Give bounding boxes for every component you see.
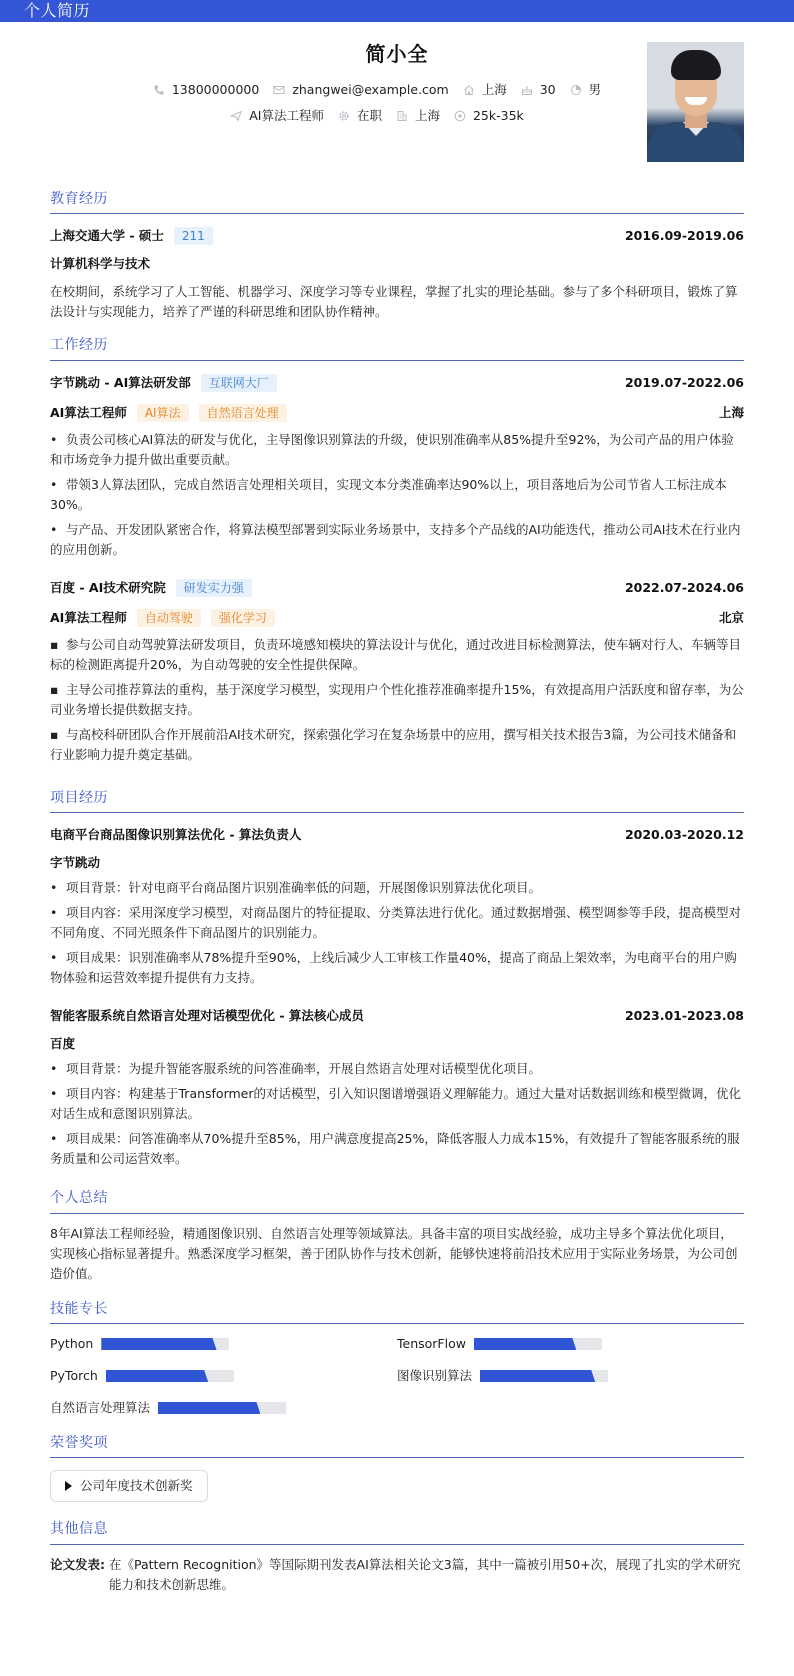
work-location: 北京: [718, 609, 744, 625]
gender-icon: [570, 84, 582, 96]
skills-section: [50, 1298, 744, 1418]
skill-bar-fill: [101, 1338, 216, 1350]
job-intent-row: [50, 106, 744, 126]
send-icon: [230, 110, 242, 122]
work-section: [50, 334, 744, 764]
home-icon: [463, 84, 475, 96]
candidate-name: 简小全: [365, 42, 429, 66]
project-item: [50, 823, 744, 988]
education-title: 教育经历: [50, 188, 744, 214]
skill-bar: [101, 1338, 229, 1350]
work-role-row: [50, 606, 744, 630]
gear-icon: [338, 110, 350, 122]
skills-title: 技能专长: [50, 1298, 744, 1324]
summary-text: 8年AI算法工程师经验，精通图像识别、自然语言处理等领域算法。具备丰富的项目实战经验，成功主导多个算法优化项目，实现核心指标显著提升。熟悉深度学习框架，善于团队协作与技术创新，能够快速将前沿技术应用于实际业务场景，为公司创造价值。: [50, 1225, 738, 1281]
project-name: 电商平台商品图像识别算法优化 - 算法负责人: [50, 827, 302, 843]
coin-icon: [454, 110, 466, 122]
company-name: 百度 - AI技术研究院: [50, 579, 166, 595]
project-bullets: [50, 1059, 744, 1169]
skill-name: TensorFlow: [397, 1335, 466, 1351]
phone-info: [153, 80, 259, 100]
project-name: 智能客服系统自然语言处理对话模型优化 - 算法核心成员: [50, 1008, 364, 1024]
position-info: [230, 106, 324, 126]
project-period: 2023.01-2023.08: [624, 1008, 744, 1024]
project-period: 2020.03-2020.12: [624, 827, 744, 843]
skill-bar-fill: [474, 1338, 576, 1350]
other-title: 其他信息: [50, 1518, 744, 1544]
role-tag: AI算法: [137, 404, 189, 422]
other-section: [50, 1518, 744, 1594]
phone-icon: [153, 84, 165, 96]
skill-bar: [158, 1402, 286, 1414]
role-name: AI算法工程师: [50, 404, 127, 420]
summary-section: [50, 1187, 744, 1283]
work-bullets: [50, 635, 744, 765]
work-bullet: ▪主导公司推荐算法的重构，基于深度学习模型，实现用户个性化推荐准确率提升15%，有效提高用户活跃度和留存率，为公司业务增长提供数据支持。: [50, 680, 744, 720]
work-bullet: •负责公司核心AI算法的研发与优化，主导图像识别算法的升级，使识别准确率从85%提升至92%，为公司产品的用户体验和市场竞争力提升做出重要贡献。: [50, 430, 744, 470]
resume-page: [0, 22, 794, 1615]
skill-name: Python: [50, 1335, 94, 1351]
award-item[interactable]: [50, 1470, 208, 1502]
projects-title: 项目经历: [50, 787, 744, 813]
publication-text: 在《Pattern Recognition》等国际期刊发表AI算法相关论文3篇，其中一篇被引用50+次，展现了扎实的学术研究能力和技术创新思维。: [109, 1556, 741, 1592]
work-company-row: [50, 576, 744, 600]
honors-title: 荣誉奖项: [50, 1432, 744, 1458]
resume-header: [50, 22, 744, 174]
salary-info: [454, 106, 524, 126]
skill-name: 自然语言处理算法: [50, 1399, 151, 1415]
age-info: [521, 80, 556, 100]
work-title: 工作经历: [50, 334, 744, 360]
hometown-info: [463, 80, 507, 100]
cake-icon: [521, 84, 533, 96]
work-period: 2022.07-2024.06: [624, 579, 744, 595]
status-value: 在职: [356, 108, 382, 123]
skills-grid: [50, 1334, 744, 1418]
work-bullet: •带领3人算法团队，完成自然语言处理相关项目，实现文本分类准确率达90%以上，项目落地后为公司节省人工标注成本30%。: [50, 475, 744, 515]
project-bullet: •项目内容：采用深度学习模型，对商品图片的特征提取、分类算法进行优化。通过数据增强、模型调参等手段，提高模型对不同角度、不同光照条件下商品图片的识别能力。: [50, 903, 744, 943]
major: 计算机科学与技术: [50, 256, 151, 272]
skill-bar-fill: [480, 1370, 595, 1382]
gender-value: 男: [588, 82, 602, 97]
city-info: [396, 106, 440, 126]
school-name: 上海交通大学 - 硕士: [50, 228, 164, 244]
status-info: [338, 106, 382, 126]
publication-row: [50, 1555, 744, 1595]
skill-item: [397, 1334, 744, 1354]
phone-value: 13800000000: [171, 82, 260, 97]
age-value: 30: [539, 82, 556, 97]
contact-info-row: [50, 80, 744, 100]
skill-name: 图像识别算法: [397, 1367, 473, 1383]
company-tag: 研发实力强: [176, 579, 252, 597]
email-info: [273, 80, 448, 100]
skill-item: [397, 1366, 744, 1386]
project-header-row: [50, 1004, 744, 1028]
project-company: 百度: [50, 1036, 76, 1052]
project-bullet: •项目成果：识别准确率从78%提升至90%，上线后减少人工审核工作量40%，提高了商品上架效率，为电商平台的用户购物体验和运营效率提升提供有力支持。: [50, 948, 744, 988]
work-bullets: [50, 430, 744, 560]
work-bullet: •与产品、开发团队紧密合作，将算法模型部署到实际业务场景中，支持多个产品线的AI功能迭代，推动公司AI技术在行业内的应用创新。: [50, 520, 744, 560]
project-bullets: [50, 878, 744, 988]
education-description: 在校期间，系统学习了人工智能、机器学习、深度学习等专业课程，掌握了扎实的理论基础。参与了多个科研项目，锻炼了算法设计与实现能力，培养了严谨的科研思维和团队协作精神。: [50, 284, 738, 320]
skill-item: [50, 1334, 397, 1354]
project-bullet: •项目背景：针对电商平台商品图片识别准确率低的问题，开展图像识别算法优化项目。: [50, 878, 744, 898]
profile-photo: [647, 42, 744, 162]
skill-bar-fill: [106, 1370, 208, 1382]
project-bullet: •项目内容：构建基于Transformer的对话模型，引入知识图谱增强语义理解能力。通过大量对话数据训练和模型微调，优化对话生成和意图识别算法。: [50, 1084, 744, 1124]
position-value: AI算法工程师: [249, 108, 324, 123]
gender-info: [570, 80, 602, 100]
project-header-row: [50, 823, 744, 847]
work-item: [50, 576, 744, 765]
summary-title: 个人总结: [50, 1187, 744, 1213]
skill-name: PyTorch: [50, 1367, 98, 1383]
work-role-row: [50, 401, 744, 425]
skill-bar: [474, 1338, 602, 1350]
role-tag: 强化学习: [211, 609, 275, 627]
skill-item: [50, 1366, 397, 1386]
top-bar: [0, 0, 794, 22]
company-tag: 互联网大厂: [201, 374, 277, 392]
email-value: zhangwei@example.com: [292, 82, 449, 97]
city-value: 上海: [414, 108, 440, 123]
education-period: 2016.09-2019.06: [624, 228, 744, 244]
skill-bar: [480, 1370, 608, 1382]
hometown-value: 上海: [481, 82, 507, 97]
work-period: 2019.07-2022.06: [624, 374, 744, 390]
work-location: 上海: [718, 404, 744, 420]
work-company-row: [50, 371, 744, 395]
skill-bar: [106, 1370, 234, 1382]
work-bullet: ▪与高校科研团队合作开展前沿AI技术研究，探索强化学习在复杂场景中的应用，撰写相关技术报告3篇，为公司技术储备和行业影响力提升奠定基础。: [50, 725, 744, 765]
building-icon: [396, 110, 408, 122]
projects-section: [50, 787, 744, 1169]
school-tag: 211: [174, 227, 213, 245]
salary-value: 25k-35k: [472, 108, 524, 123]
education-section: [50, 188, 744, 322]
email-icon: [273, 84, 285, 96]
expand-triangle-icon: [65, 1481, 72, 1491]
role-tag: 自然语言处理: [199, 404, 287, 422]
top-bar-title: 个人简历: [24, 1, 91, 20]
role-tag: 自动驾驶: [137, 609, 201, 627]
project-company: 字节跳动: [50, 855, 101, 871]
role-name: AI算法工程师: [50, 609, 127, 625]
project-bullet: •项目背景：为提升智能客服系统的问答准确率，开展自然语言处理对话模型优化项目。: [50, 1059, 744, 1079]
work-item: [50, 371, 744, 560]
company-name: 字节跳动 - AI算法研发部: [50, 374, 191, 390]
award-name: 公司年度技术创新奖: [80, 1478, 193, 1494]
work-bullet: ▪参与公司自动驾驶算法研发项目，负责环境感知模块的算法设计与优化，通过改进目标检测算法，使车辆对行人、车辆等目标的检测距离提升20%，为自动驾驶的安全性提供保障。: [50, 635, 744, 675]
project-item: [50, 1004, 744, 1169]
skill-bar-fill: [158, 1402, 260, 1414]
honors-section: [50, 1432, 744, 1502]
skill-item: [50, 1398, 397, 1418]
education-header-row: [50, 224, 744, 248]
publication-label: 论文发表:: [50, 1556, 105, 1572]
project-bullet: •项目成果：问答准确率从70%提升至85%，用户满意度提高25%，降低客服人力成本15%，有效提升了智能客服系统的服务质量和公司运营效率。: [50, 1129, 744, 1169]
